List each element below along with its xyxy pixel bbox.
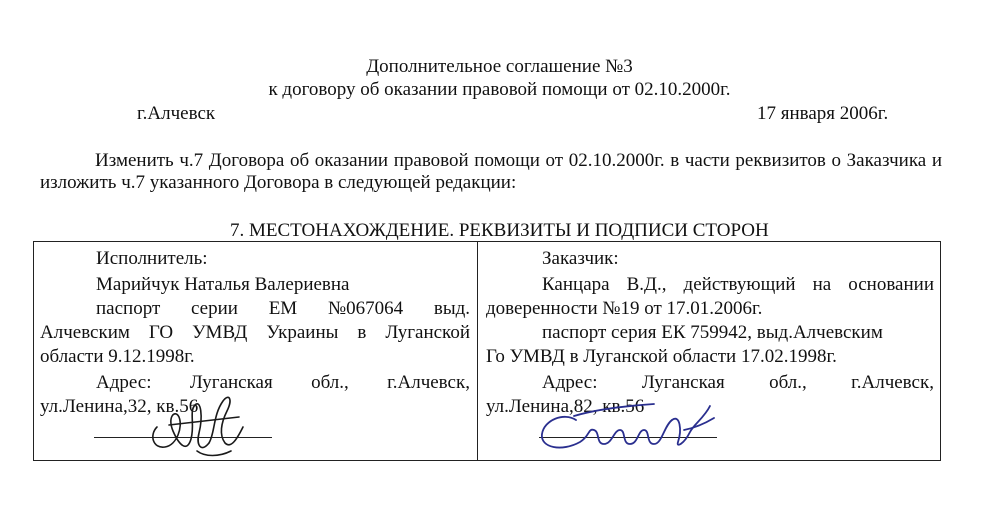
customer-address-word: обл.,	[769, 372, 807, 393]
executor-passport-word: паспорт	[96, 298, 161, 319]
table-column-divider	[477, 242, 478, 460]
customer-line1-word: действующий	[683, 274, 796, 295]
executor-passport-word: серии	[191, 298, 238, 319]
customer-passport-line1: паспорт серия ЕК 759942, выд.Алчевским	[542, 322, 883, 343]
executor-heading: Исполнитель:	[96, 248, 208, 269]
executor-name: Марийчук Наталья Валериевна	[96, 274, 350, 295]
executor-passport-word: выд.	[433, 298, 470, 319]
executor-signature	[139, 387, 259, 462]
executor-address-line2: ул.Ленина,32, кв.56	[40, 396, 199, 417]
customer-signature	[534, 390, 724, 460]
customer-line1-word: В.Д.,	[626, 274, 667, 295]
executor-address-word: обл.,	[311, 372, 349, 393]
executor-passport-word: в	[357, 322, 367, 343]
customer-line2: доверенности №19 от 17.01.2006г.	[486, 298, 763, 319]
executor-address-word: г.Алчевск,	[387, 372, 470, 393]
executor-passport-word: ЕМ	[268, 298, 298, 319]
executor-passport-word: ГО	[148, 322, 174, 343]
executor-passport-line2	[40, 323, 470, 342]
customer-passport-line2: Го УМВД в Луганской области 17.02.1998г.	[486, 346, 837, 367]
requisites-table	[33, 241, 941, 461]
executor-passport-word: Алчевским	[40, 322, 130, 343]
customer-line1-word: Канцара	[542, 274, 610, 295]
customer-line1	[542, 275, 934, 294]
executor-passport-word: УМВД	[192, 322, 248, 343]
amendment-paragraph: Изменить ч.7 Договора об оказании правовой помощи от 02.10.2000г. в части реквизитов о Заказчика и изложить ч.7 указанного Договора в следующей редакции:	[40, 150, 942, 193]
document-date: 17 января 2006г.	[757, 103, 889, 124]
customer-address-word: г.Алчевск,	[851, 372, 934, 393]
customer-heading: Заказчик:	[542, 248, 619, 269]
executor-passport-word: №067064	[327, 298, 404, 319]
document-subtitle: к договору об оказании правовой помощи от 02.10.2000г.	[268, 79, 731, 100]
executor-passport-word: Луганской	[385, 322, 470, 343]
customer-line1-word: основании	[848, 274, 934, 295]
executor-passport-line3: области 9.12.1998г.	[40, 346, 195, 367]
customer-address-word: Адрес:	[542, 372, 598, 393]
customer-address-word: Луганская	[641, 372, 725, 393]
executor-passport-word: Украины	[266, 322, 339, 343]
document-title: Дополнительное соглашение №3	[366, 56, 633, 77]
executor-address-word: Луганская	[189, 372, 273, 393]
executor-address-word: Адрес:	[96, 372, 152, 393]
document-city: г.Алчевск	[137, 103, 216, 124]
section-title: 7. МЕСТОНАХОЖДЕНИЕ. РЕКВИЗИТЫ И ПОДПИСИ СТОРОН	[230, 220, 769, 241]
customer-line1-word: на	[812, 274, 832, 295]
customer-address-line2: ул.Ленина,82, кв.56	[486, 396, 645, 417]
executor-passport-line1	[96, 299, 470, 318]
